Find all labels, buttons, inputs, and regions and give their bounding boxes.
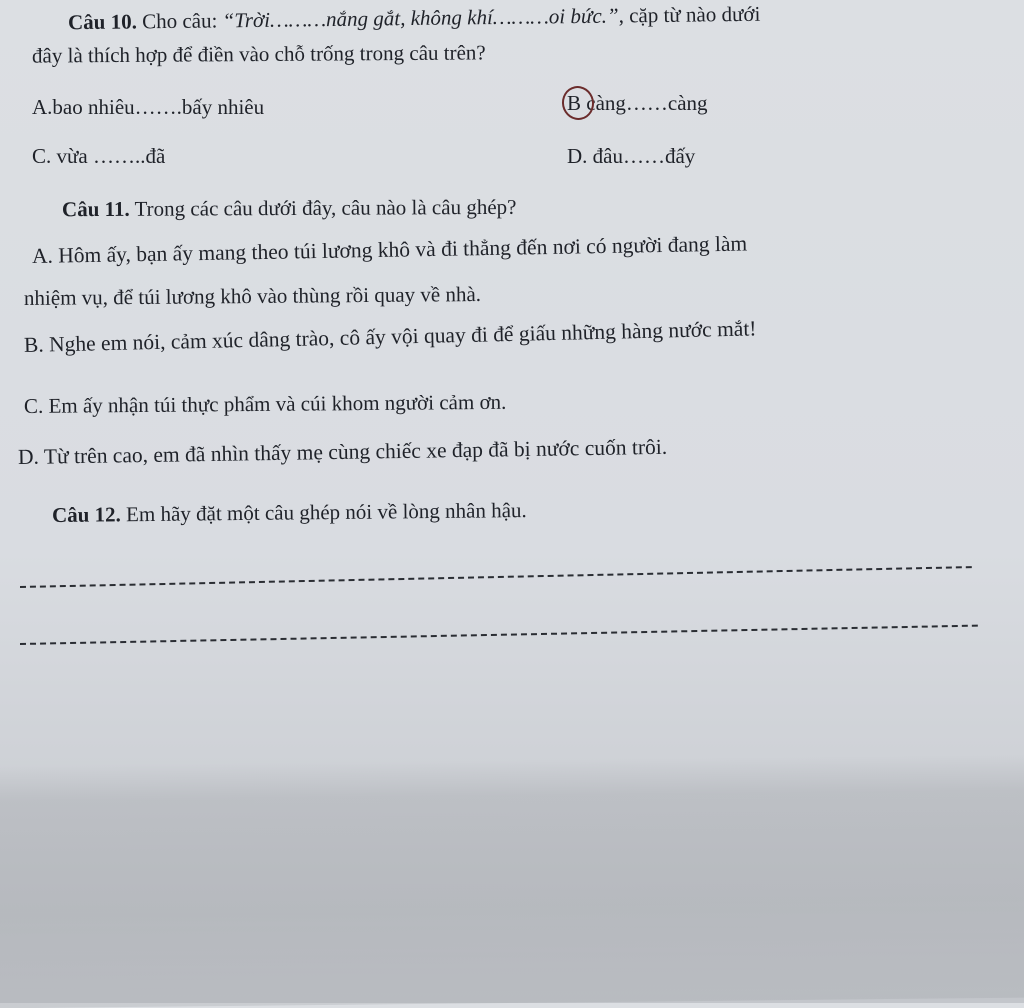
q10-quote: “Trời………nắng gắt, không khí………oi bức.” — [222, 3, 619, 33]
answer-line-1[interactable] — [20, 566, 972, 588]
q11-option-b: B. Nghe em nói, cảm xúc dâng trào, cô ấy vội quay đi để giấu những hàng nước mắt! — [23, 316, 757, 357]
q10-question-line2: đây là thích hợp để điền vào chỗ trống trong câu trên? — [31, 40, 486, 68]
q10-intro: Cho câu: — [136, 8, 223, 34]
q10-line-2 — [32, 42, 486, 66]
q10-option-b-circled-letter: B — [567, 91, 582, 115]
q12-title — [52, 500, 527, 526]
q10-question-tail: , cặp từ nào dưới — [618, 1, 761, 28]
q10-option-c: C. vừa ……..đã — [32, 144, 166, 168]
q11-option-d: D. Từ trên cao, em đã nhìn thấy mẹ cùng chiếc xe đạp đã bị nước cuốn trôi. — [17, 434, 668, 469]
q11-option-c: C. Em ấy nhận túi thực phẩm và cúi khom người cảm ơn. — [23, 389, 507, 418]
q11-question: Trong các câu dưới đây, câu nào là câu ghép? — [129, 194, 517, 221]
q11-label: Câu 11. — [61, 196, 130, 222]
q10-option-d: D. đâu……đấy — [567, 144, 696, 168]
q10-label: Câu 10. — [67, 9, 138, 35]
answer-line-2[interactable] — [20, 625, 978, 645]
page-fold-shadow — [0, 755, 1024, 1008]
q10-line-1 — [67, 1, 761, 35]
q10-option-b — [567, 93, 708, 114]
q10-option-a: A.bao nhiêu…….bấy nhiêu — [32, 95, 265, 119]
q11-option-a-line1: A. Hôm ấy, bạn ấy mang theo túi lương khô và đi thẳng đến nơi có người đang làm — [31, 231, 748, 268]
q10-option-b-text: càng……càng — [581, 91, 708, 115]
q11-option-a-line2: nhiệm vụ, để túi lương khô vào thùng rồi quay về nhà. — [23, 282, 482, 310]
q12-label: Câu 12. — [51, 502, 121, 527]
q12-question: Em hãy đặt một câu ghép nói về lòng nhân hậu. — [120, 498, 527, 527]
q11-title — [61, 194, 517, 222]
